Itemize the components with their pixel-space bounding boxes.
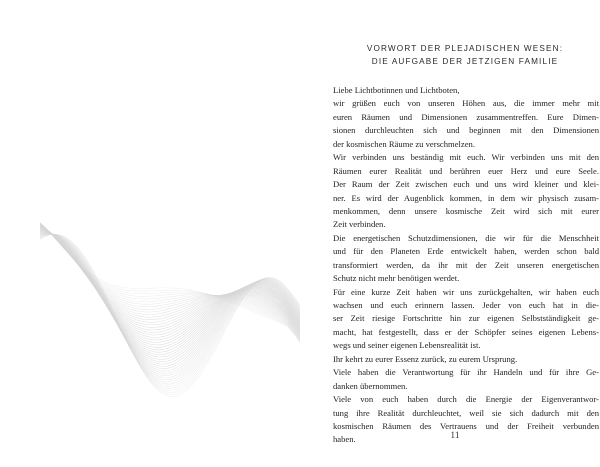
text-line: und für den Planeten Erde entwickelt haben, werden schon bald [333, 246, 599, 257]
text-line: Die energetischen Schutzdimensionen, die wir für die Menschheit [333, 232, 599, 243]
text-line: Schutz nicht mehr benötigen werdet. [333, 273, 460, 284]
text-line: Viele von euch haben durch die Energie der Eigenverantwor- [333, 394, 599, 405]
text-line: tung ihre Realität durchleuchtet, weil sie sich dadurch mit den [333, 407, 599, 418]
text-line: sionen durchleuchten sich und beginnen mit den Dimensionen [333, 125, 599, 136]
body-text [333, 84, 599, 447]
text-line: euren Räumen und Dimensionen zusammentreffen. Eure Dimen- [333, 111, 599, 122]
text-line: transformiert werden, da ihr mit der Zeit unseren energetischen [333, 259, 599, 270]
text-line: Für eine kurze Zeit haben wir uns zurückgehalten, wir haben euch [333, 286, 599, 297]
text-line: ner. Es wird der Augenblick kommen, in dem wir physisch zusam- [333, 192, 599, 203]
text-line: wegs und seiner eigenen Lebensrealität ist. [333, 340, 481, 351]
text-line: Liebe Lichtbotinnen und Lichtboten, [333, 85, 460, 95]
chapter-title-line-2: DIE AUFGABE DER JETZIGEN FAMILIE [371, 57, 559, 66]
chapter-title-line-1: VORWORT DER PLEJADISCHEN WESEN: [366, 44, 564, 53]
text-line: der kosmischen Räume zu verschmelzen. [333, 138, 475, 149]
text-line: wir grüßen euch von unseren Höhen aus, die immer mehr mit [333, 98, 599, 109]
chapter-title [340, 42, 590, 68]
page-number: 11 [450, 431, 460, 441]
text-line: Ihr kehrt zu eurer Essenz zurück, zu eurem Ursprung. [333, 353, 518, 364]
text-line: danken übernommen. [333, 380, 408, 391]
text-line: wachsen und euch erinnern lassen. Jeder von euch hat in die- [333, 300, 599, 310]
text-line: menkommen, denn unsere kosmische Zeit wird sich mit eurer [333, 205, 599, 216]
text-line: kosmischen Räumen des Vertrauens und der Freiheit verbunden [333, 420, 599, 431]
text-line: Räumen eurer Realität und berühren euer Herz und eure Seele. [333, 165, 599, 176]
text-line: macht, hat festgestellt, dass er der Schöpfer seines eigenen Lebens- [333, 326, 599, 337]
text-line: Zeit verbinden. [333, 219, 386, 230]
text-line: Wir verbinden uns beständig mit euch. Wir verbinden uns mit den [333, 152, 599, 163]
text-line: haben. [333, 434, 356, 445]
text-line: ser Zeit riesige Fortschritte hin zur eigenen Selbstständigkeit ge- [333, 313, 599, 324]
right-page [300, 0, 600, 467]
text-line: Viele haben die Verantwortung für ihr Handeln und für ihre Ge- [333, 367, 599, 378]
text-line: Der Raum der Zeit zwischen euch und uns wird kleiner und klei- [333, 179, 599, 190]
